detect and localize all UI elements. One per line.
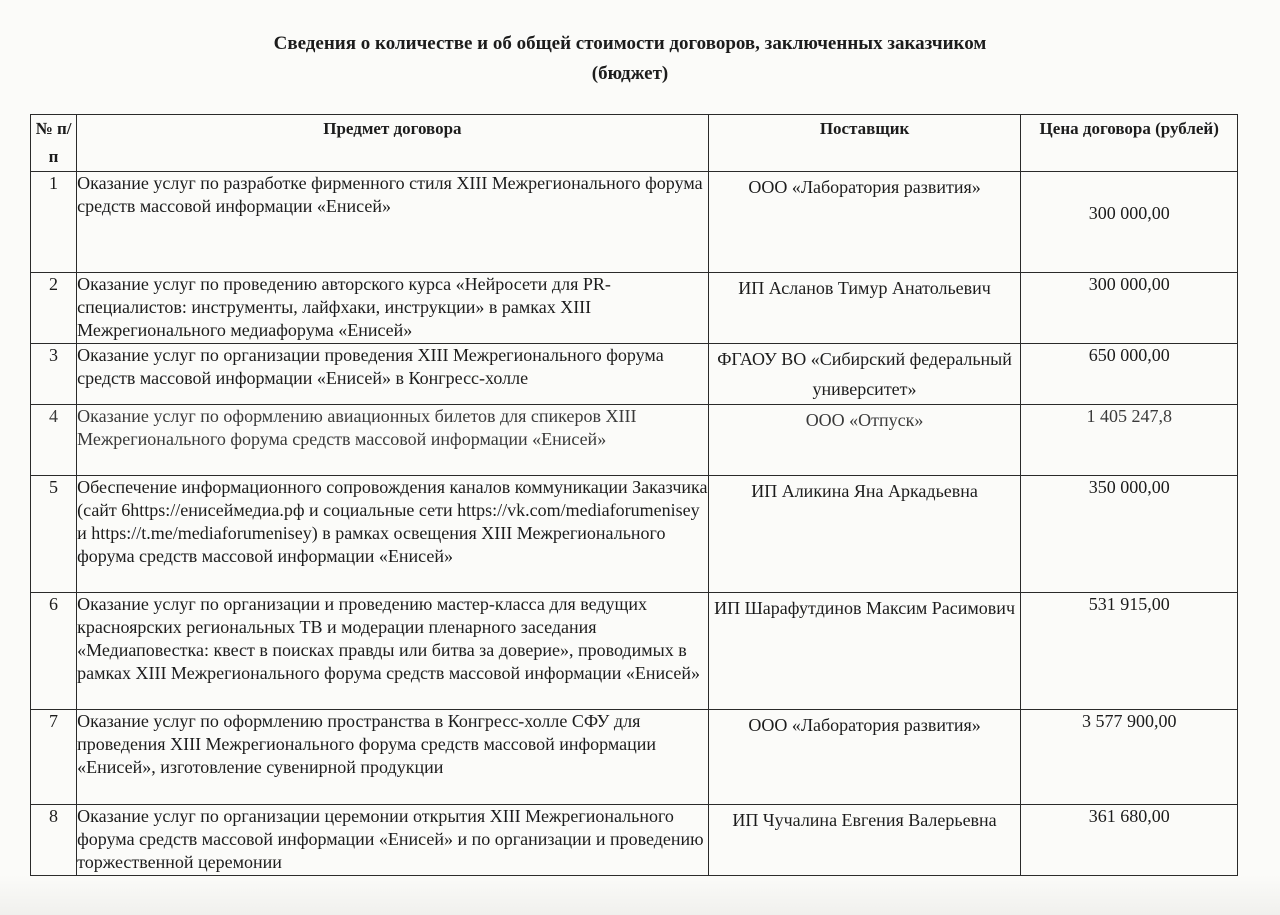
table-row (31, 710, 1238, 805)
table-row (31, 344, 1238, 405)
row-num: 2 (31, 273, 77, 344)
row-price: 3 577 900,00 (1021, 710, 1238, 805)
row-subject: Оказание услуг по разработке фирменного стиля XIII Межрегионального форума средств массовой информации «Енисей» (77, 172, 709, 273)
row-subject: Оказание услуг по организации и проведению мастер-класса для ведущих красноярских региональных ТВ и модерации пленарного заседания «Медиаповестка: квест в поисках правды или битва за доверие», проводимых в рамках XIII Межрегионального форума средств массовой информации «Енисей» (77, 593, 709, 710)
row-subject: Оказание услуг по проведению авторского курса «Нейросети для PR-специалистов: инструменты, лайфхаки, инструкции» в рамках XIII Межрегионального медиафорума «Енисей» (77, 273, 709, 344)
row-num: 4 (31, 405, 77, 476)
row-supplier: ИП Аликина Яна Аркадьевна (708, 476, 1021, 593)
table-row (31, 172, 1238, 273)
table-row (31, 805, 1238, 876)
row-price: 361 680,00 (1021, 805, 1238, 876)
header-supplier: Поставщик (708, 115, 1021, 172)
row-subject: Оказание услуг по оформлению авиационных билетов для спикеров XIII Межрегионального форума средств массовой информации «Енисей» (77, 405, 709, 476)
row-subject: Оказание услуг по оформлению пространства в Конгресс-холле СФУ для проведения XIII Межрегионального форума средств массовой информации «Енисей», изготовление сувенирной продукции (77, 710, 709, 805)
row-price: 300 000,00 (1021, 172, 1238, 273)
row-num: 3 (31, 344, 77, 405)
row-supplier: ООО «Отпуск» (708, 405, 1021, 476)
table-row (31, 405, 1238, 476)
row-subject: Оказание услуг по организации церемонии открытия XIII Межрегионального форума средств массовой информации «Енисей» и по организации и проведению торжественной церемонии (77, 805, 709, 876)
row-subject: Обеспечение информационного сопровождения каналов коммуникации Заказчика (сайт 6https://енисеймедиа.рф и социальные сети https://vk.com/mediaforumenisey и https://t.me/mediaforumenisey) в рамках освещения XIII Межрегионального форума средств массовой информации «Енисей» (77, 476, 709, 593)
row-supplier: ООО «Лаборатория развития» (708, 710, 1021, 805)
row-num: 1 (31, 172, 77, 273)
table-header-row (31, 115, 1238, 172)
row-supplier: ИП Асланов Тимур Анатольевич (708, 273, 1021, 344)
scan-shadow (0, 875, 1280, 915)
table-row (31, 476, 1238, 593)
row-num: 7 (31, 710, 77, 805)
header-price: Цена договора (рублей) (1021, 115, 1238, 172)
row-supplier: ИП Шарафутдинов Максим Расимович (708, 593, 1021, 710)
row-num: 6 (31, 593, 77, 710)
row-num: 8 (31, 805, 77, 876)
document-title: Сведения о количестве и об общей стоимости договоров, заключенных заказчиком (273, 33, 987, 54)
row-price: 350 000,00 (1021, 476, 1238, 593)
row-supplier: ООО «Лаборатория развития» (708, 172, 1021, 273)
row-price: 531 915,00 (1021, 593, 1238, 710)
row-num: 5 (31, 476, 77, 593)
row-supplier: ИП Чучалина Евгения Валерьевна (708, 805, 1021, 876)
row-price: 1 405 247,8 (1021, 405, 1238, 476)
row-subject: Оказание услуг по организации проведения XIII Межрегионального форума средств массовой информации «Енисей» в Конгресс-холле (77, 344, 709, 405)
row-price: 300 000,00 (1021, 273, 1238, 344)
document-subtitle: (бюджет) (591, 63, 669, 84)
table-row (31, 593, 1238, 710)
row-supplier: ФГАОУ ВО «Сибирский федеральный университет» (708, 344, 1021, 405)
contracts-table (30, 114, 1238, 876)
row-price: 650 000,00 (1021, 344, 1238, 405)
header-subject: Предмет договора (77, 115, 709, 172)
header-num: № п/п (31, 115, 77, 172)
table-row (31, 273, 1238, 344)
